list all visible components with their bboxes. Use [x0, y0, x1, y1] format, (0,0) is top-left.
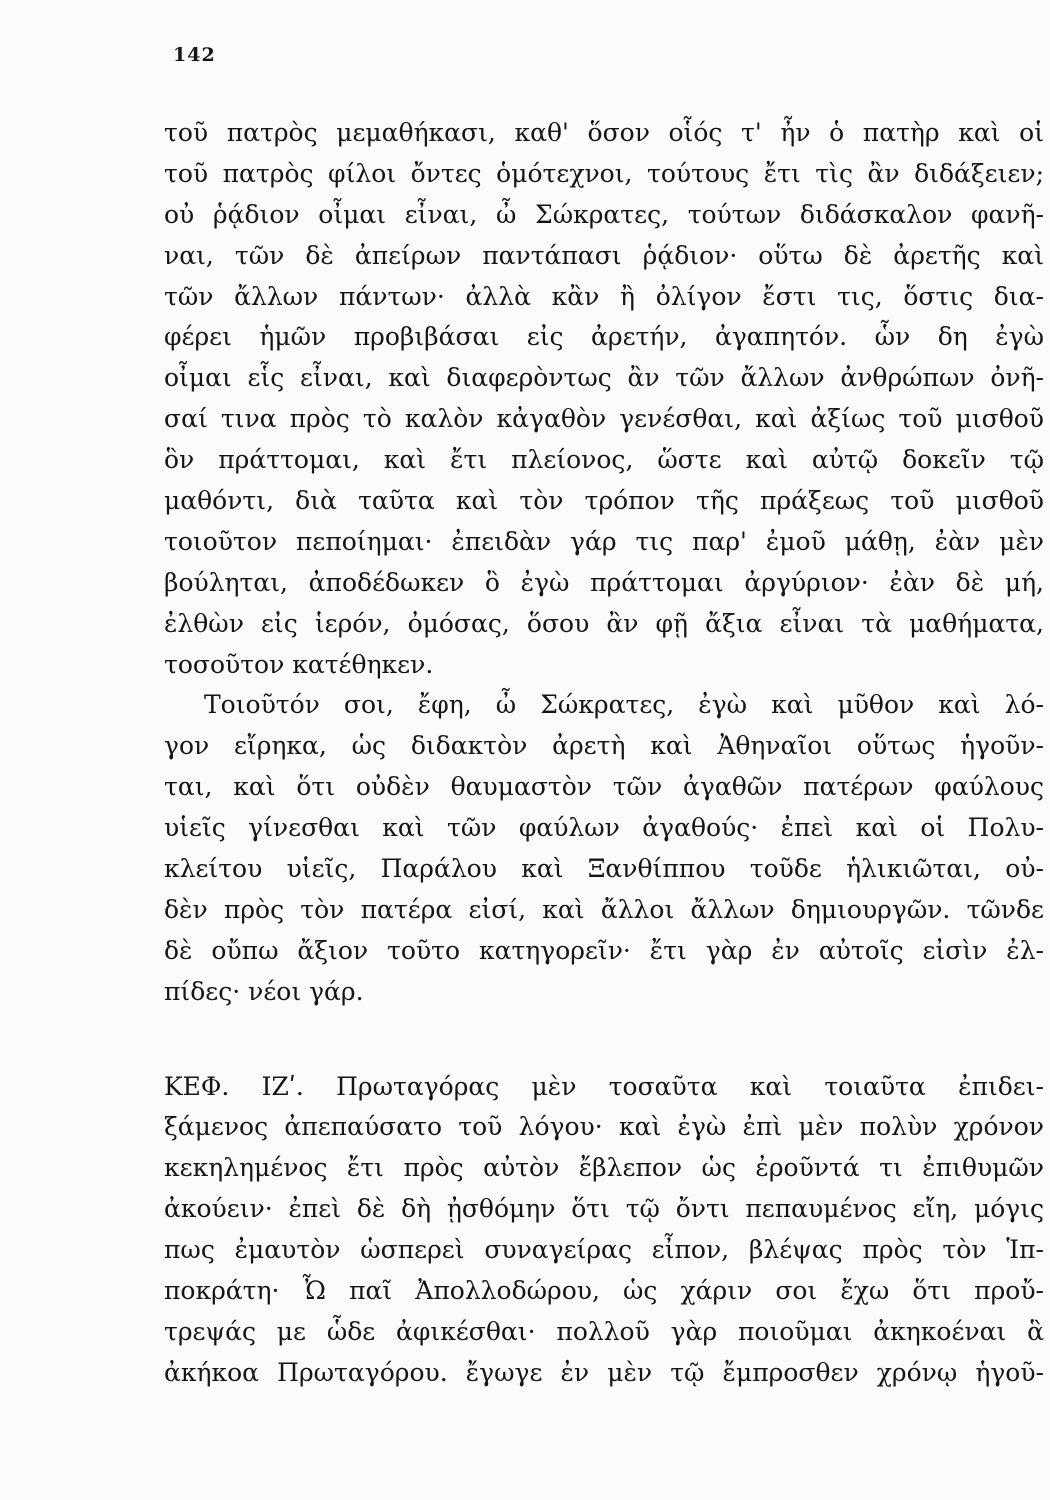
text-line: κλείτου υἱεῖς, Παράλου καὶ Ξανθίππου τοῦδε ἡλικιῶται, οὐ-: [164, 854, 1044, 884]
text-line: τοῦ πατρὸς μεμαθήκασι, καθ' ὅσον οἷός τ' ἦν ὁ πατὴρ καὶ οἱ: [164, 118, 1044, 147]
text-line: τρεψάς με ὧδε ἀφικέσθαι· πολλοῦ γὰρ ποιοῦμαι ἀκηκοέναι ἃ: [164, 1316, 1044, 1346]
text-line: τοιοῦτον πεποίημαι· ἐπειδὰν γάρ τις παρ' ἐμοῦ μάθῃ, ἐὰν μὲν: [164, 526, 1044, 556]
paragraph-1: [164, 113, 1044, 685]
text-line: σαί τινα πρὸς τὸ καλὸν κἀγαθὸν γενέσθαι, καὶ ἀξίως τοῦ μισθοῦ: [164, 404, 1044, 434]
text-line: [164, 1067, 1044, 1108]
text-line: τῶν ἄλλων πάντων· ἀλλὰ κἂν ἢ ὀλίγον ἔστι τις, ὅστις δια-: [164, 281, 1044, 311]
text-line: βούληται, ἀποδέδωκεν ὃ ἐγὼ πράττομαι ἀργύριον· ἐὰν δὲ μή,: [164, 567, 1044, 597]
text-line: ἀκήκοα Πρωταγόρου. ἔγωγε ἐν μὲν τῷ ἔμπροσθεν χρόνῳ ἡγοῦ-: [164, 1357, 1044, 1387]
chapter-heading: ΚΕΦ. ΙΖʹ.: [164, 1071, 304, 1101]
body-text: [164, 113, 1044, 1394]
paragraph-3: [164, 1067, 1044, 1394]
text-line: οἶμαι εἷς εἶναι, καὶ διαφερὸντως ἂν τῶν ἄλλων ἀνθρώπων ὀνῆ-: [164, 363, 1044, 393]
text-line: ποκράτη· Ὦ παῖ Ἀπολλοδώρου, ὡς χάριν σοι ἔχω ὅτι προὔ-: [164, 1276, 1044, 1306]
text-line: ξάμενος ἀπεπαύσατο τοῦ λόγου· καὶ ἐγὼ ἐπὶ μὲν πολὺν χρόνον: [164, 1112, 1044, 1142]
text-line: πίδες· νέοι γάρ.: [164, 976, 364, 1006]
text-line: Τοιοῦτόν σοι, ἔφη, ὦ Σώκρατες, ἐγὼ καὶ μῦθον καὶ λό-: [204, 690, 1044, 720]
text-line: ται, καὶ ὅτι οὐδὲν θαυμαστὸν τῶν ἀγαθῶν πατέρων φαύλους: [164, 772, 1044, 802]
section-gap: [164, 1013, 1044, 1067]
text-line: ναι, τῶν δὲ ἀπείρων παντάπασι ῥᾴδιον· οὕτω δὲ ἀρετῆς καὶ: [164, 240, 1044, 270]
text-line: ἀκούειν· ἐπεὶ δὲ δὴ ᾐσθόμην ὅτι τῷ ὄντι πεπαυμένος εἴη, μόγις: [164, 1194, 1044, 1224]
text-line: ὃν πράττομαι, καὶ ἔτι πλείονος, ὥστε καὶ αὐτῷ δοκεῖν τῷ: [164, 445, 1044, 475]
text-line: γον εἴρηκα, ὡς διδακτὸν ἀρετὴ καὶ Ἀθηναῖοι οὕτως ἡγοῦν-: [164, 731, 1044, 761]
text-line: ἐλθὼν εἰς ἱερόν, ὀμόσας, ὅσου ἂν φῇ ἄξια εἶναι τὰ μαθήματα,: [164, 608, 1044, 638]
paragraph-2: [164, 685, 1044, 1012]
text-line: υἱεῖς γίνεσθαι καὶ τῶν φαύλων ἀγαθούς· ἐπεὶ καὶ οἱ Πολυ-: [164, 813, 1044, 843]
text-line: δὲ οὔπω ἄξιον τοῦτο κατηγορεῖν· ἔτι γὰρ ἐν αὐτοῖς εἰσὶν ἐλ-: [164, 935, 1044, 965]
page-number: 142: [173, 44, 216, 66]
text-line: φέρει ἡμῶν προβιβάσαι εἰς ἀρετήν, ἀγαπητόν. ὧν δη ἐγὼ: [164, 322, 1044, 352]
text-line: μαθόντι, διὰ ταῦτα καὶ τὸν τρόπον τῆς πράξεως τοῦ μισθοῦ: [164, 486, 1044, 516]
text-line: οὐ ῥᾴδιον οἶμαι εἶναι, ὦ Σώκρατες, τούτων διδάσκαλον φανῆ-: [164, 199, 1044, 229]
text-line-content: Πρωταγόρας μὲν τοσαῦτα καὶ τοιαῦτα ἐπιδει-: [303, 1071, 1044, 1101]
text-line: δὲν πρὸς τὸν πατέρα εἰσί, καὶ ἄλλοι ἄλλων δημιουργῶν. τῶνδε: [164, 894, 1044, 924]
text-line: κεκηλημένος ἔτι πρὸς αὐτὸν ἔβλεπον ὡς ἐροῦντά τι ἐπιθυμῶν: [164, 1153, 1044, 1183]
text-line: πως ἐμαυτὸν ὡσπερεὶ συναγείρας εἶπον, βλέψας πρὸς τὸν Ἱπ-: [164, 1235, 1044, 1265]
text-line: τοσοῦτον κατέθηκεν.: [164, 649, 434, 679]
text-line: τοῦ πατρὸς φίλοι ὄντες ὁμότεχνοι, τούτους ἔτι τὶς ἂν διδάξειεν;: [164, 158, 1044, 188]
